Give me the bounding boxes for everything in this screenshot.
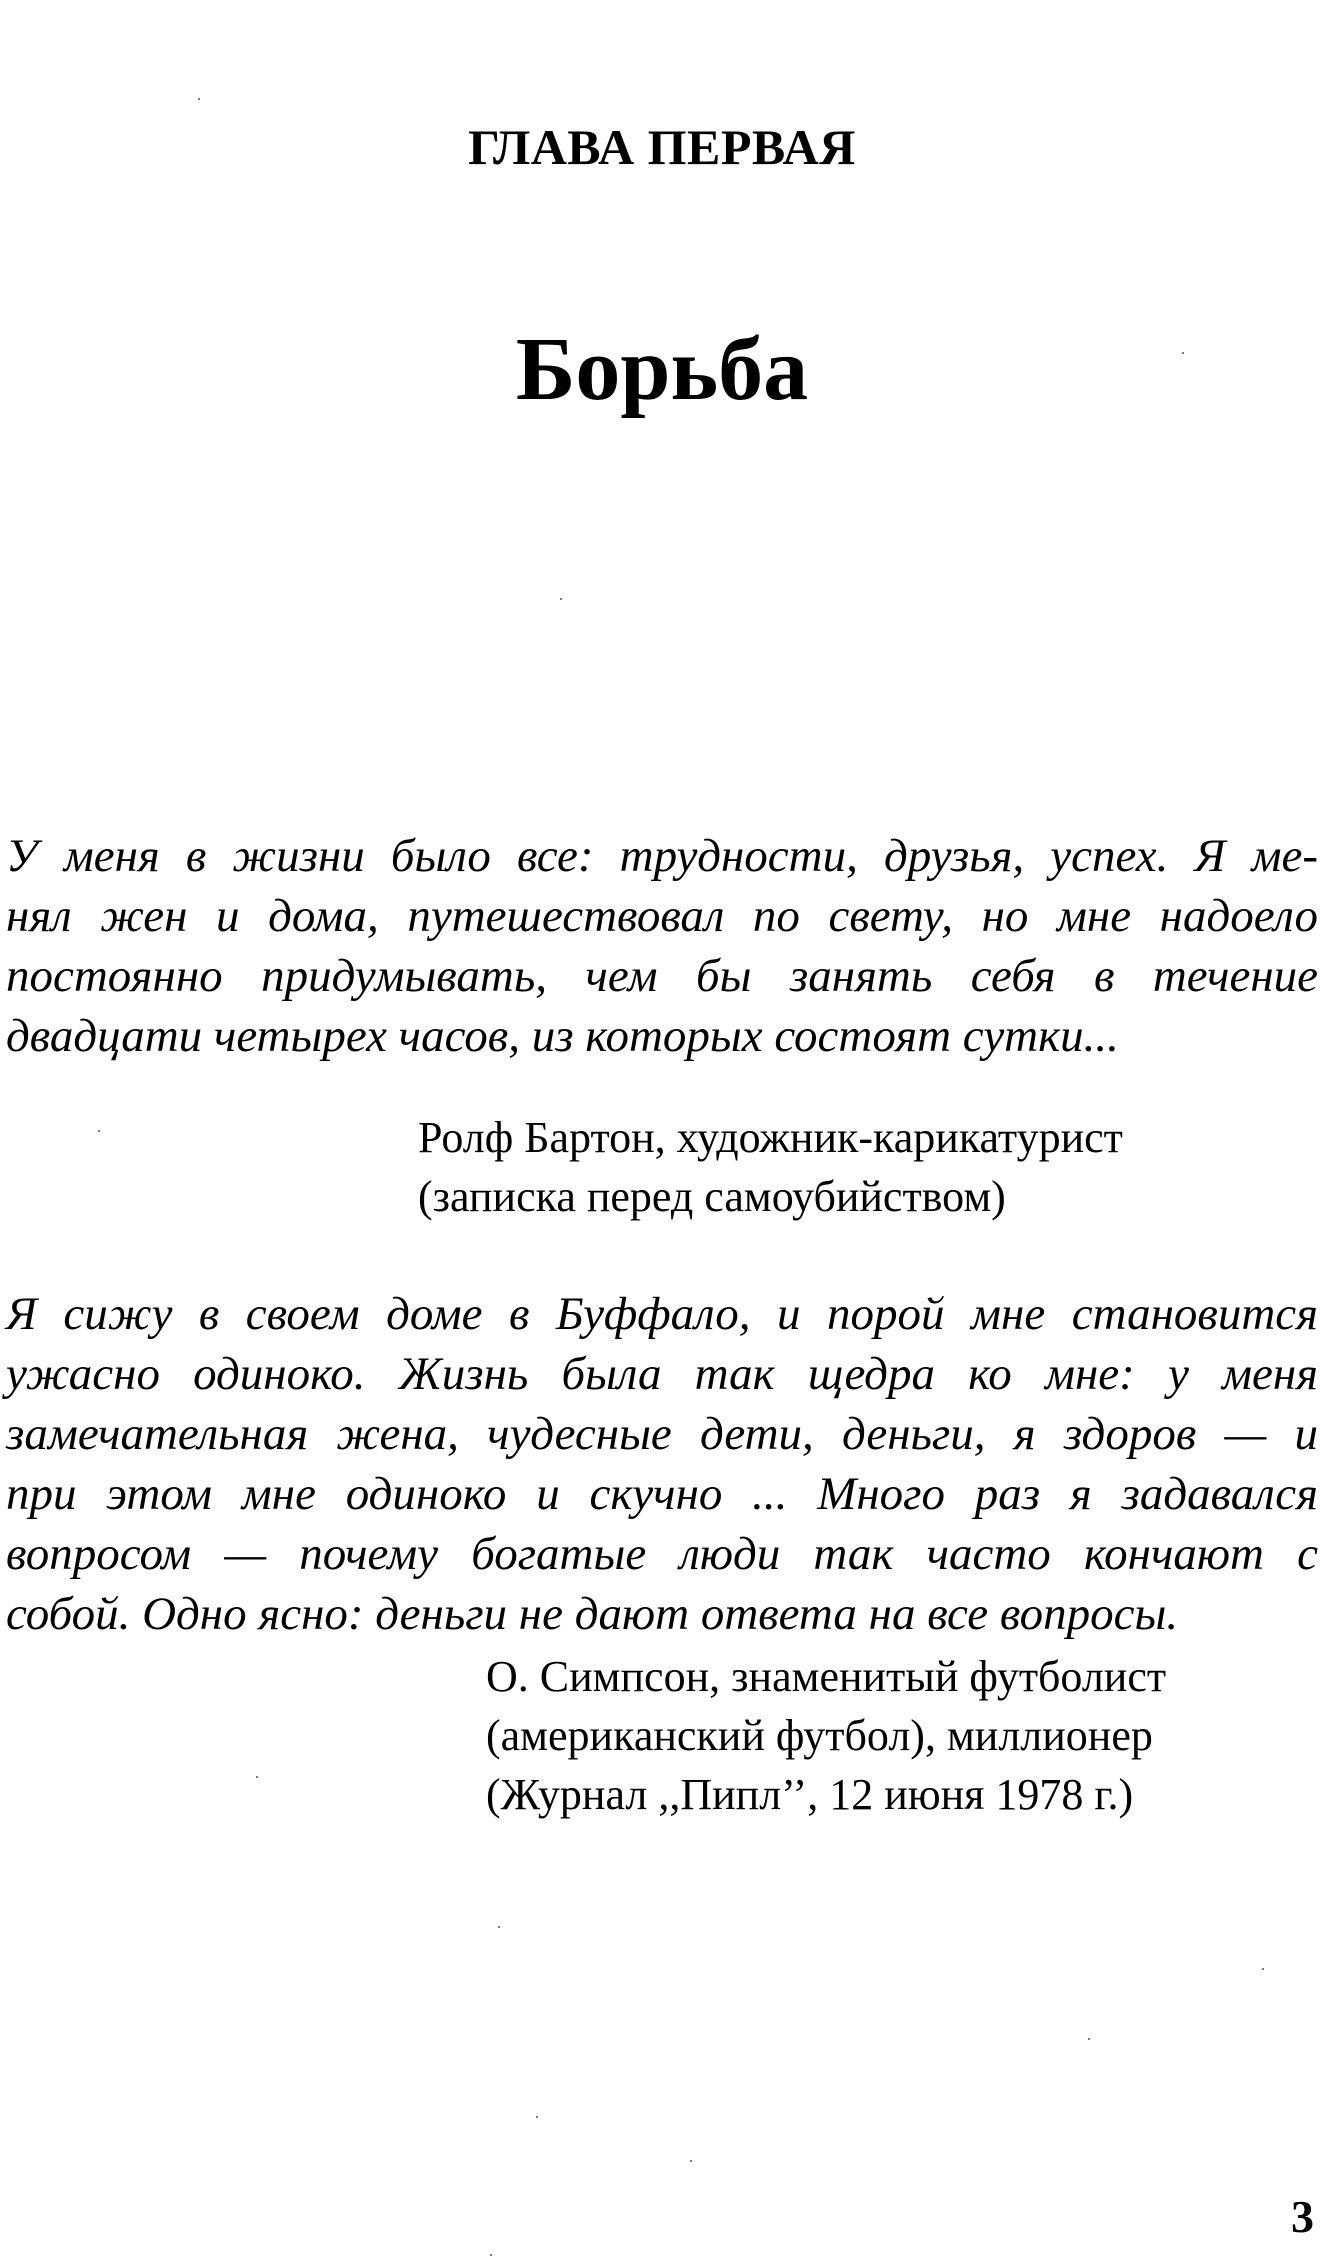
scan-speck	[1262, 1968, 1264, 1970]
epigraph-line: У меня в жизни было все: трудности, друзья, успех. Я ме-	[6, 830, 1318, 882]
epigraph-line: ужасно одиноко. Жизнь была так щедра ко мне: у меня	[6, 1348, 1318, 1400]
epigraph-line: при этом мне одиноко и скучно ... Много раз я задавался	[6, 1468, 1318, 1520]
epigraph-attribution	[486, 1647, 1166, 1824]
scan-speck	[256, 1776, 258, 1778]
epigraph-line: собой. Одно ясно: деньги не дают ответа на все вопросы.	[6, 1588, 1179, 1640]
attribution-line: (американский футбол), миллионер	[486, 1711, 1153, 1760]
scan-speck	[490, 2254, 492, 2256]
epigraph-quote	[6, 826, 1318, 1066]
epigraph-line: Я сижу в своем доме в Буффало, и порой мне становится	[6, 1288, 1318, 1340]
scan-speck	[198, 98, 200, 100]
attribution-line: (Журнал ,,Пипл’’, 12 июня 1978 г.)	[486, 1770, 1134, 1819]
epigraph-quote	[6, 1284, 1318, 1644]
epigraph-line: вопросом — почему богатые люди так часто кончают с	[6, 1528, 1318, 1580]
scan-speck	[536, 2116, 538, 2118]
scan-speck	[1182, 352, 1184, 354]
epigraph-line: замечательная жена, чудесные дети, деньги, я здоров — и	[6, 1408, 1318, 1460]
attribution-line: Ролф Бартон, художник-карикатурист	[418, 1113, 1123, 1162]
epigraph-attribution	[418, 1108, 1123, 1226]
scan-speck	[98, 1130, 100, 1132]
epigraph-line: постоянно придумывать, чем бы занять себя в течение	[6, 950, 1318, 1002]
epigraph-line: двадцати четырех часов, из которых состоят сутки...	[6, 1010, 1119, 1062]
attribution-line: (записка перед самоубийством)	[418, 1172, 1006, 1221]
attribution-line: О. Симпсон, знаменитый футболист	[486, 1652, 1167, 1701]
chapter-title: Борьба	[515, 320, 809, 419]
scan-speck	[498, 1926, 500, 1928]
scan-speck	[1088, 2038, 1090, 2040]
page-number: 3	[1291, 2191, 1314, 2242]
scan-speck	[690, 2160, 692, 2162]
scan-speck	[560, 598, 562, 600]
chapter-label: ГЛАВА ПЕРВАЯ	[468, 119, 856, 175]
epigraph-line: нял жен и дома, путешествовал по свету, но мне надоело	[6, 890, 1318, 942]
